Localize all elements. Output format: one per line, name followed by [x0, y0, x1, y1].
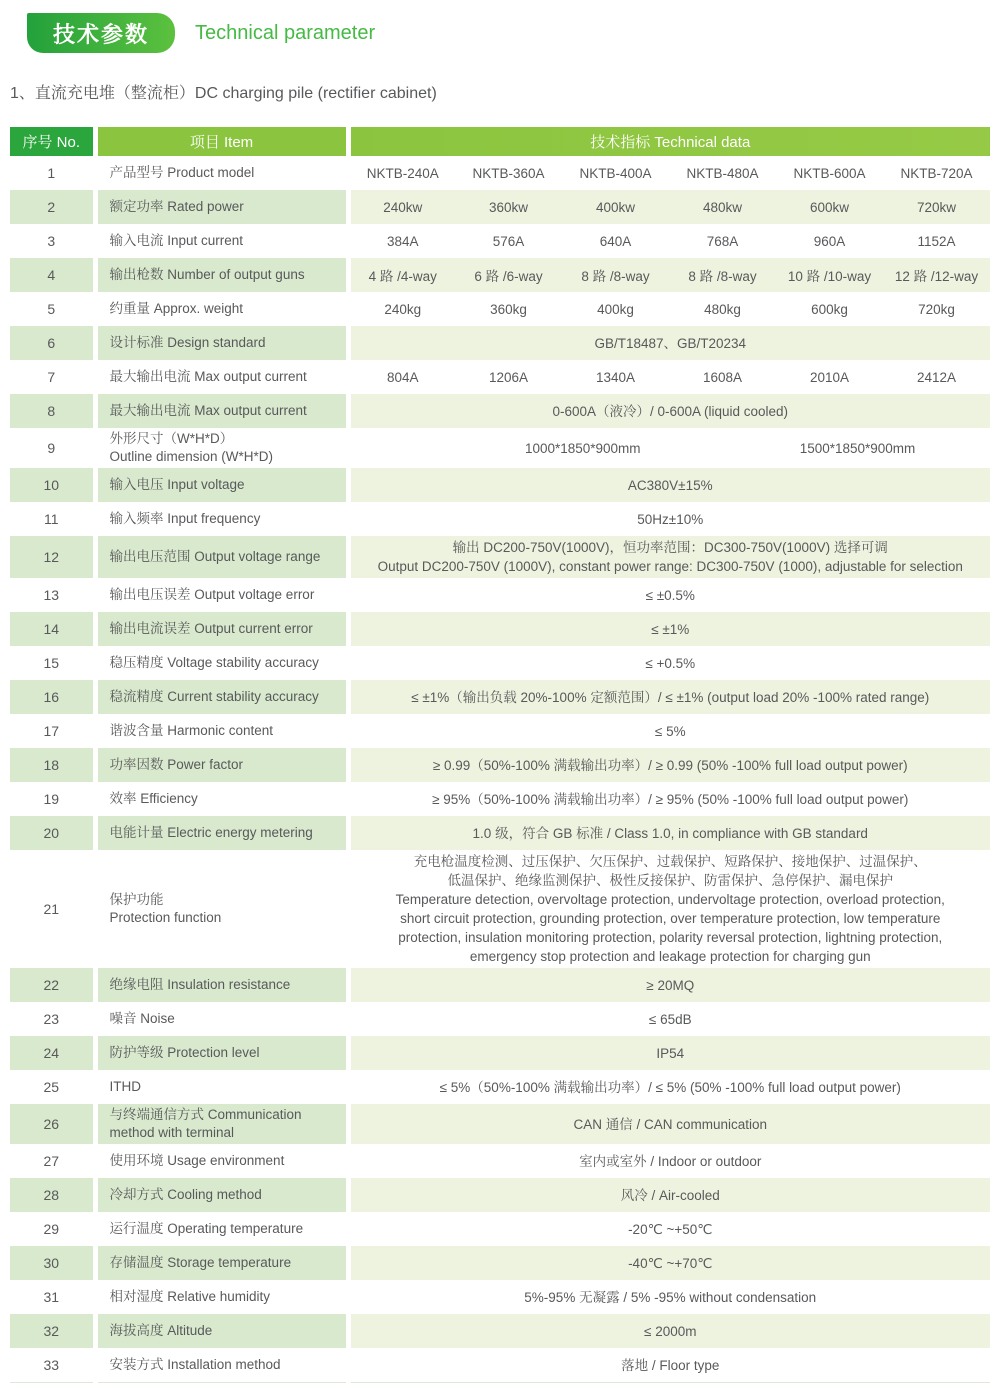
value-line: Temperature detection, overvoltage protection, undervoltage protection, overload protection, [395, 892, 945, 907]
value-line: ≤ 65dB [648, 1011, 692, 1027]
value-cell: 640A [599, 233, 632, 249]
value-cell [348, 1036, 990, 1070]
value-cell: 2412A [916, 369, 957, 385]
item-label-line: 安装方式 Installation method [109, 1357, 281, 1372]
item-label [95, 646, 348, 680]
value-cell [348, 714, 990, 748]
value-cell: 480kg [704, 301, 741, 317]
value-cell: NKTB-240A [348, 156, 455, 190]
item-label-line: 产品型号 Product model [109, 165, 255, 180]
value-cell [348, 1002, 990, 1036]
item-label [95, 428, 348, 468]
section-badge-subtitle: Technical parameter [195, 21, 376, 44]
table-row [10, 1178, 990, 1212]
value-line: ≤ ±1% [651, 621, 690, 637]
row-number: 8 [10, 394, 95, 428]
table-row [10, 646, 990, 680]
value-cell [348, 1178, 990, 1212]
table-row [10, 1348, 990, 1383]
item-label [95, 1178, 348, 1212]
row-number: 1 [47, 165, 56, 181]
item-label [95, 292, 348, 326]
column-header-no: 序号 No. [10, 127, 95, 156]
item-label [95, 1070, 348, 1104]
table-row [10, 680, 990, 714]
item-label-line: 电能计量 Electric energy metering [109, 825, 313, 840]
value-cell: 1608A [702, 369, 743, 385]
value-cell [348, 646, 990, 680]
table-row [10, 468, 990, 502]
item-label [95, 1036, 348, 1070]
value-cell [348, 1314, 990, 1348]
value-line: 低温保护、绝缘监测保护、极性反接保护、防雷保护、急停保护、漏电保护 [447, 873, 893, 888]
value-cell: 768A [706, 233, 739, 249]
row-number: 2 [10, 190, 95, 224]
row-number: 21 [43, 901, 60, 917]
value-line: 50Hz±10% [637, 511, 704, 527]
value-cell [348, 782, 990, 816]
value-cell: 8 路 /8-way [562, 258, 669, 292]
table-row [10, 1036, 990, 1070]
item-label [95, 816, 348, 850]
item-label-line: 噪音 Noise [109, 1011, 175, 1026]
value-cell [348, 1280, 990, 1314]
value-cell: 400kg [597, 301, 634, 317]
table-row [10, 258, 990, 292]
item-label [95, 1280, 348, 1314]
row-number: 6 [10, 326, 95, 360]
value-cell: 1340A [595, 369, 636, 385]
item-label [95, 224, 348, 258]
table-row [10, 326, 990, 360]
item-label [95, 190, 348, 224]
item-label [95, 394, 348, 428]
table-row [10, 190, 990, 224]
item-label-line: 保护功能 [109, 892, 164, 907]
page-title: 1、直流充电堆（整流柜）DC charging pile (rectifier cabinet) [10, 85, 437, 102]
value-cell [348, 502, 990, 536]
item-label-line: 存储温度 Storage temperature [109, 1255, 292, 1270]
item-label [95, 1144, 348, 1178]
row-number: 23 [43, 1011, 60, 1027]
table-header-row [10, 127, 990, 156]
row-number: 32 [10, 1314, 95, 1348]
section-badge [27, 13, 175, 53]
value-line: short circuit protection, grounding protection, over temperature protection, low temperature [400, 911, 941, 926]
item-label-line: Outline dimension (W*H*D) [109, 449, 274, 464]
row-number: 20 [10, 816, 95, 850]
value-line: -40℃ ~+70℃ [628, 1255, 713, 1271]
item-label [95, 502, 348, 536]
row-number: 11 [43, 511, 59, 527]
table-row [10, 394, 990, 428]
row-number: 7 [47, 369, 56, 385]
item-label [95, 1348, 348, 1383]
item-label [95, 156, 348, 190]
item-label-line: 使用环境 Usage environment [109, 1153, 285, 1168]
value-cell: 400kw [562, 190, 669, 224]
value-line: 5%-95% 无凝露 / 5% -95% without condensation [524, 1289, 817, 1305]
item-label [95, 536, 348, 578]
table-row [10, 748, 990, 782]
table-row [10, 612, 990, 646]
table-row [10, 1002, 990, 1036]
item-label [95, 258, 348, 292]
item-label-line: 输出电压范围 Output voltage range [109, 549, 321, 564]
value-cell [348, 850, 990, 968]
row-number: 31 [43, 1289, 60, 1305]
item-label-line: 防护等级 Protection level [109, 1045, 260, 1060]
item-label-line: 外形尺寸（W*H*D） [109, 431, 234, 446]
value-cell [348, 1246, 990, 1280]
value-cell: 480kw [669, 190, 776, 224]
item-label-line: 设计标准 Design standard [109, 335, 266, 350]
value-cell: 360kw [455, 190, 562, 224]
table-row [10, 428, 990, 468]
item-label-line: 输出电流误差 Output current error [109, 621, 313, 636]
value-line: 落地 / Floor type [621, 1357, 720, 1373]
value-line: ≤ ±1%（输出负载 20%-100% 定额范围）/ ≤ ±1% (output load 20% -100% rated range) [411, 689, 930, 705]
row-number: 29 [43, 1221, 60, 1237]
value-cell: 6 路 /6-way [455, 258, 562, 292]
value-cell: 360kg [490, 301, 527, 317]
value-cell: 720kw [883, 190, 990, 224]
item-label-line: 额定功率 Rated power [109, 199, 244, 214]
item-label-line: 最大输出电流 Max output current [109, 403, 307, 418]
item-label-line: 约重量 Approx. weight [109, 301, 244, 316]
value-cell: 10 路 /10-way [776, 258, 883, 292]
table-row [10, 1212, 990, 1246]
item-label-line: 绝缘电阻 Insulation resistance [109, 977, 291, 992]
item-label [95, 748, 348, 782]
value-cell: 600kw [776, 190, 883, 224]
item-label [95, 1314, 348, 1348]
table-body [10, 156, 990, 1383]
table-row [10, 578, 990, 612]
value-line: ≤ 2000m [644, 1323, 697, 1339]
value-cell [348, 1070, 990, 1104]
value-line: ≤ ±0.5% [645, 587, 695, 603]
item-label [95, 1212, 348, 1246]
value-cell [348, 468, 990, 502]
item-label [95, 468, 348, 502]
value-cell [348, 1104, 990, 1144]
value-line: 室内或室外 / Indoor or outdoor [579, 1153, 762, 1169]
table-row [10, 714, 990, 748]
item-label-line: ITHD [109, 1079, 141, 1094]
item-label-line: 稳流精度 Current stability accuracy [109, 689, 319, 704]
section-badge-label: 技术参数 [53, 21, 150, 47]
value-cell: 576A [492, 233, 525, 249]
row-number: 26 [10, 1104, 95, 1144]
item-label [95, 850, 348, 968]
value-cell: 804A [348, 360, 455, 394]
value-cell [348, 612, 990, 646]
value-line: 0-600A（液冷）/ 0-600A (liquid cooled) [552, 403, 789, 419]
value-cell [348, 394, 990, 428]
item-label [95, 1002, 348, 1036]
value-line: IP54 [656, 1045, 685, 1061]
value-line: ≤ 5% [654, 723, 686, 739]
table-row [10, 968, 990, 1002]
row-number: 16 [10, 680, 95, 714]
row-number: 19 [43, 791, 60, 807]
row-number: 3 [47, 233, 56, 249]
value-line: emergency stop protection and leakage protection for charging gun [469, 949, 871, 964]
page-header [27, 12, 1000, 54]
item-label-line: 运行温度 Operating temperature [109, 1221, 304, 1236]
value-line: CAN 通信 / CAN communication [573, 1116, 768, 1132]
row-number: 14 [10, 612, 95, 646]
value-cell [348, 748, 990, 782]
value-cell [348, 536, 990, 578]
value-cell: 960A [813, 233, 846, 249]
value-line: 输出 DC200-750V(1000V)，恒功率范围：DC300-750V(1000V) 选择可调 [452, 540, 888, 555]
row-number: 22 [10, 968, 95, 1002]
value-line: ≥ 20MQ [646, 977, 695, 993]
item-label [95, 612, 348, 646]
item-label-line: 海拔高度 Altitude [109, 1323, 213, 1338]
value-line: ≥ 0.99（50%-100% 满载输出功率）/ ≥ 0.99 (50% -100% full load output power) [432, 757, 908, 773]
value-line: -20℃ ~+50℃ [628, 1221, 713, 1237]
item-label [95, 680, 348, 714]
value-line: ≥ 95%（50%-100% 满载输出功率）/ ≥ 95% (50% -100% full load output power) [432, 791, 909, 807]
value-cell [348, 1144, 990, 1178]
value-cell: 12 路 /12-way [883, 258, 990, 292]
item-label [95, 1104, 348, 1144]
value-cell: 1000*1850*900mm [348, 428, 669, 468]
item-label [95, 326, 348, 360]
row-number: 5 [47, 301, 56, 317]
value-cell: 384A [348, 224, 455, 258]
value-cell: NKTB-360A [472, 165, 545, 181]
row-number: 24 [10, 1036, 95, 1070]
value-line: 充电枪温度检测、过压保护、欠压保护、过载保护、短路保护、接地保护、过温保护、 [413, 854, 927, 869]
value-cell [348, 968, 990, 1002]
table-row [10, 1104, 990, 1144]
table-row [10, 1144, 990, 1178]
table-row [10, 224, 990, 258]
item-label-line: 输入电流 Input current [109, 233, 244, 248]
item-label-line: 输入频率 Input frequency [109, 511, 261, 526]
item-label [95, 578, 348, 612]
value-cell: 1152A [917, 233, 956, 249]
table-row [10, 536, 990, 578]
item-label-line: 效率 Efficiency [109, 791, 198, 806]
row-number: 17 [43, 723, 60, 739]
value-line: ≤ +0.5% [645, 655, 696, 671]
spec-table [10, 127, 990, 1383]
value-line: 风冷 / Air-cooled [620, 1187, 720, 1203]
row-number: 28 [10, 1178, 95, 1212]
value-cell: 8 路 /8-way [669, 258, 776, 292]
column-header-item: 项目 Item [95, 127, 348, 156]
table-row [10, 1314, 990, 1348]
value-line: GB/T18487、GB/T20234 [594, 335, 747, 351]
value-cell [348, 816, 990, 850]
column-header-technical-data: 技术指标 Technical data [348, 127, 990, 156]
value-cell: NKTB-600A [793, 165, 866, 181]
table-row [10, 782, 990, 816]
row-number: 25 [43, 1079, 60, 1095]
value-cell: 720kg [918, 301, 955, 317]
table-row [10, 1280, 990, 1314]
item-label-line: 谐波含量 Harmonic content [109, 723, 274, 738]
item-label-line: 最大输出电流 Max output current [109, 369, 307, 384]
row-number: 33 [43, 1357, 60, 1373]
item-label-line: method with terminal [109, 1125, 235, 1140]
row-number: 15 [43, 655, 60, 671]
item-label [95, 360, 348, 394]
item-label-line: 稳压精度 Voltage stability accuracy [109, 655, 319, 670]
row-number: 4 [10, 258, 95, 292]
table-row [10, 1246, 990, 1280]
row-number: 27 [43, 1153, 60, 1169]
value-line: ≤ 5%（50%-100% 满载输出功率）/ ≤ 5% (50% -100% full load output power) [439, 1079, 901, 1095]
value-cell: 2010A [809, 369, 850, 385]
value-cell: 4 路 /4-way [348, 258, 455, 292]
value-cell: NKTB-480A [686, 165, 759, 181]
item-label [95, 714, 348, 748]
item-label-line: Protection function [109, 910, 222, 925]
item-label-line: 功率因数 Power factor [109, 757, 244, 772]
spec-table-container [10, 127, 990, 1383]
value-cell [348, 1212, 990, 1246]
table-row [10, 156, 990, 190]
item-label [95, 782, 348, 816]
value-line: protection, insulation monitoring protection, polarity reversal protection, lightning protection, [398, 930, 943, 945]
value-line: Output DC200-750V (1000V), constant power range: DC300-750V (1000), adjustable for selection [377, 559, 963, 574]
table-row [10, 292, 990, 326]
value-cell [348, 680, 990, 714]
value-cell: NKTB-720A [900, 165, 973, 181]
item-label [95, 1246, 348, 1280]
row-number: 10 [10, 468, 95, 502]
row-number: 30 [10, 1246, 95, 1280]
value-line: AC380V±15% [627, 477, 713, 493]
value-cell [348, 578, 990, 612]
table-row [10, 1070, 990, 1104]
value-cell [348, 1348, 990, 1383]
value-cell [348, 326, 990, 360]
item-label-line: 相对湿度 Relative humidity [109, 1289, 271, 1304]
row-number: 9 [47, 440, 56, 456]
row-number: 12 [10, 536, 95, 578]
table-row [10, 850, 990, 968]
table-row [10, 360, 990, 394]
item-label-line: 输入电压 Input voltage [109, 477, 245, 492]
value-line: 1.0 级，符合 GB 标准 / Class 1.0, in compliance with GB standard [472, 825, 868, 841]
item-label-line: 与终端通信方式 Communication [109, 1107, 302, 1122]
row-number: 18 [10, 748, 95, 782]
row-number: 13 [43, 587, 60, 603]
value-cell: 240kw [348, 190, 455, 224]
value-cell: 1206A [488, 369, 529, 385]
item-label-line: 输出枪数 Number of output guns [109, 267, 305, 282]
item-label-line: 输出电压误差 Output voltage error [109, 587, 315, 602]
table-row [10, 502, 990, 536]
item-label [95, 968, 348, 1002]
value-cell: 600kg [811, 301, 848, 317]
item-label-line: 冷却方式 Cooling method [109, 1187, 262, 1202]
table-row [10, 816, 990, 850]
value-cell: NKTB-400A [579, 165, 652, 181]
value-cell: 240kg [348, 292, 455, 326]
value-cell: 1500*1850*900mm [799, 440, 916, 456]
